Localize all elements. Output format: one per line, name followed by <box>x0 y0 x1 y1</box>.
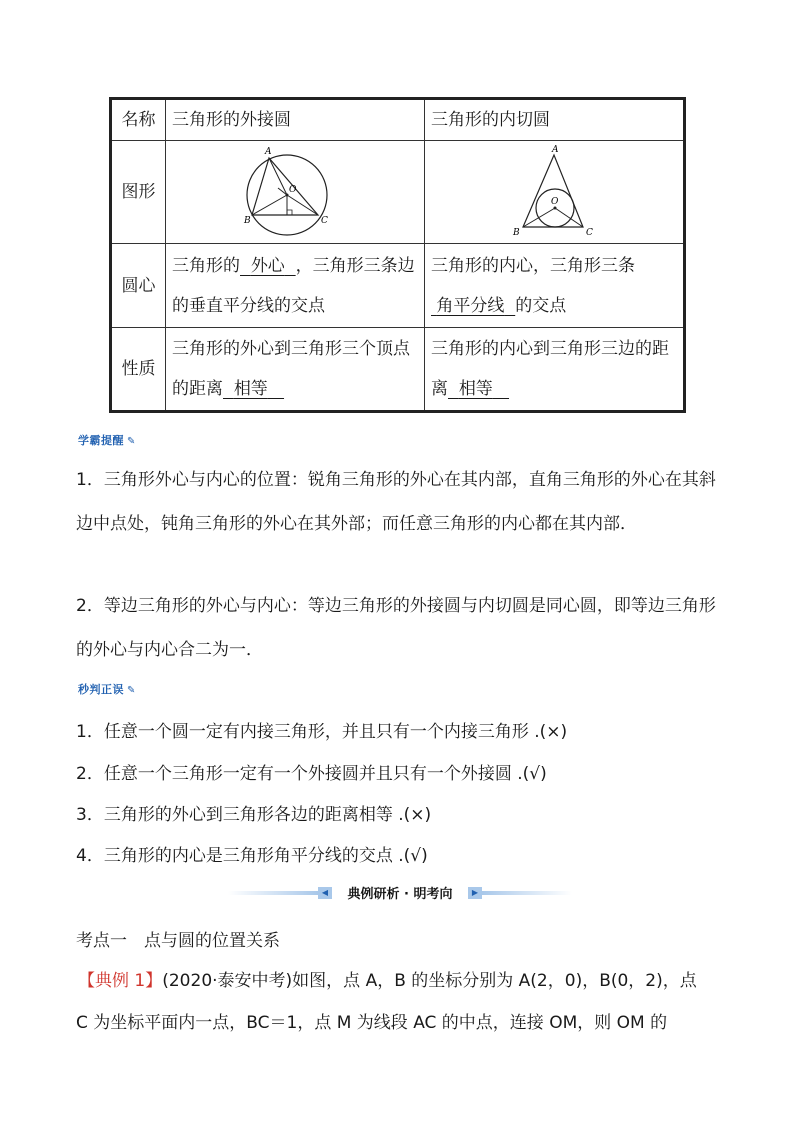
blank-answer-equal-left <box>223 379 284 399</box>
judge-item-4: 4．三角形的内心是三角形角平分线的交点 .(√) <box>76 846 428 866</box>
cell-property-label: 性质 <box>111 328 166 412</box>
example-label: 【典例 1】 <box>78 971 163 991</box>
example-line-1 <box>78 966 697 991</box>
cell-circumcircle-figure <box>166 141 425 244</box>
cell-incenter-text <box>425 244 685 328</box>
cell-circumcircle-title: 三角形的外接圆 <box>166 99 425 141</box>
cell-incircle-property <box>425 328 685 412</box>
label-circ-c: C <box>321 216 328 226</box>
table-row-figure <box>111 141 685 244</box>
label-circ-b: B <box>244 216 251 226</box>
section-banner <box>228 885 572 901</box>
label-inc-c: C <box>586 228 593 238</box>
pencil-icon: ✎ <box>127 685 136 696</box>
point-title: 考点一 点与圆的位置关系 <box>76 931 280 951</box>
cell-name-label: 名称 <box>111 99 166 141</box>
table-row-center <box>111 244 685 328</box>
comparison-table <box>109 97 686 413</box>
tip-paragraph-1: 1．三角形外心与内心的位置：锐角三角形的外心在其内部，直角三角形的外心在其斜边中点处，钝角三角形的外心在其外部；而任意三角形的内心都在其内部． <box>76 470 716 534</box>
answer-text: 外心 <box>250 255 285 276</box>
blank-answer-equal-right <box>448 379 509 399</box>
judge-tag-text: 秒判正误 <box>78 683 124 696</box>
triangle-right-icon: ▶ <box>468 887 482 899</box>
cell-circumcenter-text <box>166 244 425 328</box>
judge-section-tag <box>78 681 136 697</box>
cell-figure-label: 图形 <box>111 141 166 244</box>
blank-answer-circumcenter <box>240 256 296 276</box>
label-inc-o: O <box>551 197 559 207</box>
judge-item-3: 3．三角形的外心到三角形各边的距离相等 .(×) <box>76 805 432 825</box>
table-row-property <box>111 328 685 412</box>
label-circ-o: O <box>289 185 297 195</box>
table-row-header <box>111 99 685 141</box>
answer-text: 相等 <box>458 379 493 399</box>
cell-center-label: 圆心 <box>111 244 166 328</box>
cell-incircle-figure <box>425 141 685 244</box>
text-fragment: 三角形的 <box>172 255 240 276</box>
example-text-1: (2020·泰安中考)如图，点 A，B 的坐标分别为 A(2，0)，B(0，2)，点 <box>162 971 697 991</box>
text-fragment: 的交点 <box>515 295 567 316</box>
text-fragment: 三角形的外心到三角形三个顶点的距离 <box>172 339 410 399</box>
banner-title: 典例研析 · 明考向 <box>347 887 453 902</box>
answer-text: 角平分线 <box>436 295 505 316</box>
judge-item-1: 1．任意一个圆一定有内接三角形，并且只有一个内接三角形 .(×) <box>76 722 568 742</box>
tips-section-tag <box>78 432 136 448</box>
banner-bar-right <box>482 891 572 895</box>
label-inc-b: B <box>513 228 520 238</box>
cell-incircle-title: 三角形的内切圆 <box>425 99 685 141</box>
example-line-2: C 为坐标平面内一点，BC＝1，点 M 为线段 AC 的中点，连接 OM，则 OM 的 <box>76 1013 668 1033</box>
incircle-diagram <box>494 143 614 241</box>
pencil-icon: ✎ <box>127 436 136 447</box>
label-inc-a: A <box>552 145 559 155</box>
triangle-left-icon: ◀ <box>318 887 332 899</box>
cell-circumcircle-property <box>166 328 425 412</box>
answer-text: 相等 <box>233 379 268 399</box>
text-fragment: 三角形的内心，三角形三条 <box>431 255 635 276</box>
label-circ-a: A <box>265 147 272 157</box>
circumcircle-diagram <box>235 143 355 241</box>
judge-item-2: 2．任意一个三角形一定有一个外接圆并且只有一个外接圆 .(√) <box>76 764 547 784</box>
tips-tag-text: 学霸提醒 <box>78 434 124 447</box>
tip-paragraph-2: 2．等边三角形的外心与内心：等边三角形的外接圆与内切圆是同心圆，即等边三角形的外心与内心合二为一． <box>76 596 716 660</box>
banner-bar-left <box>228 891 318 895</box>
blank-answer-bisector <box>431 296 515 316</box>
text-fragment: ，三角形三条边的垂直平分线的交点 <box>172 255 415 316</box>
text-fragment: 三角形的内心到三角形三边的距离 <box>431 339 669 399</box>
